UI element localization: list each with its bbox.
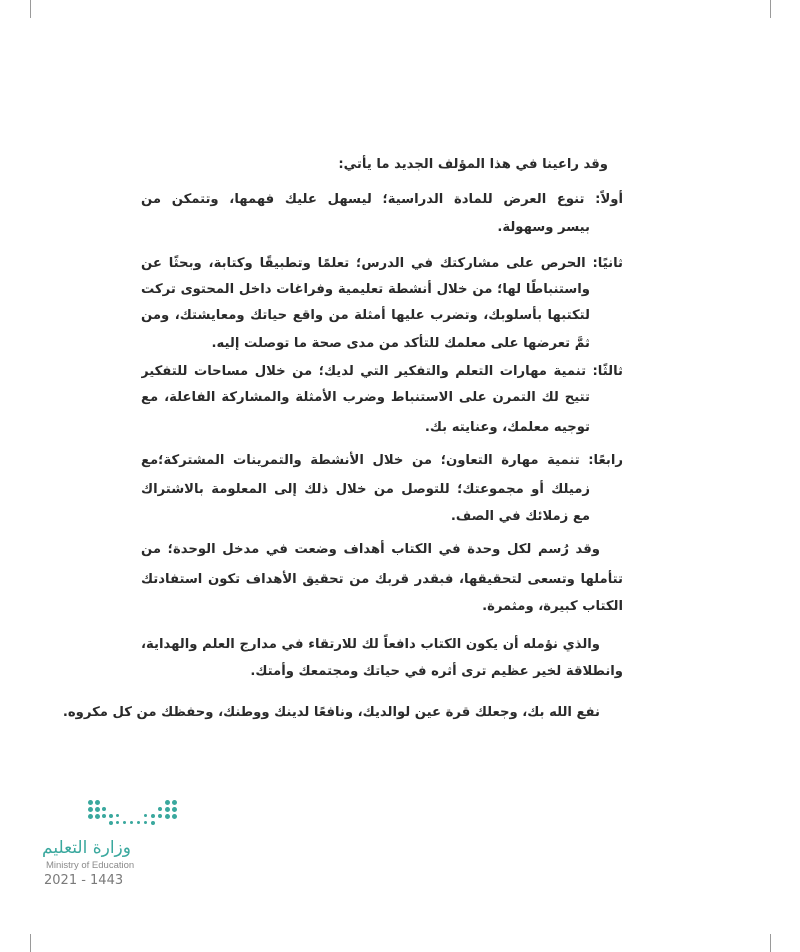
crop-mark xyxy=(770,934,771,952)
logo-dot xyxy=(88,800,93,805)
paragraph-1-line: تتأملها وتسعى لتحقيقها، فبقدر قربك من تحقيق الأهداف تكون استفادتك xyxy=(141,572,623,587)
logo-dot xyxy=(102,807,106,811)
logo-dot xyxy=(172,800,177,805)
logo-dot xyxy=(172,814,177,819)
logo-dot xyxy=(116,814,119,817)
logo-dot xyxy=(88,814,93,819)
logo-dot xyxy=(165,800,170,805)
crop-mark xyxy=(770,0,771,18)
logo-dot xyxy=(172,807,177,812)
point-3-line: تتيح لك التمرن على الاستنباط وضرب الأمثلة والمشاركة الفاعلة، مع xyxy=(141,390,590,405)
logo-dot xyxy=(95,814,100,819)
point-3-line: توجيه معلمك، وعنايته بك. xyxy=(424,420,590,435)
crop-mark xyxy=(30,0,31,18)
point-2-line: ثمَّ تعرضها على معلمك للتأكد من مدى صحة ما توصلت إليه. xyxy=(211,336,590,351)
paragraph-2-line: والذي نؤمله أن يكون الكتاب دافعاً لك للارتقاء في مدارج العلم والهداية، xyxy=(141,637,600,652)
logo-dot xyxy=(165,807,170,812)
point-4-line: مع زملائك في الصف. xyxy=(450,509,590,524)
paragraph-1-line: الكتاب كبيرة، ومثمرة. xyxy=(482,599,623,614)
paragraph-2-line: وانطلاقة لخير عظيم ترى أثره في حياتك ومجتمعك وأمتك. xyxy=(250,664,623,679)
paragraph-1-line: وقد رُسم لكل وحدة في الكتاب أهداف وضعت في مدخل الوحدة؛ من xyxy=(141,542,600,557)
logo-dot xyxy=(109,821,113,825)
logo-dot xyxy=(88,807,93,812)
logo-dot xyxy=(144,814,147,817)
logo-dot xyxy=(116,821,119,824)
point-1-line: بيسر وسهولة. xyxy=(497,220,590,235)
logo-dot xyxy=(95,800,100,805)
point-1-line: أولاً: تنوع العرض للمادة الدراسية؛ ليسهل عليك فهمها، وتتمكن من xyxy=(141,192,623,207)
logo-dot xyxy=(130,821,133,824)
logo-dot xyxy=(144,821,147,824)
ministry-name-english: Ministry of Education xyxy=(46,860,135,871)
point-4-line: زميلك أو مجموعتك؛ للتوصل من خلال ذلك إلى المعلومة بالاشتراك xyxy=(141,482,590,497)
logo-dot xyxy=(123,821,126,824)
logo-dot xyxy=(151,814,155,818)
crop-mark xyxy=(30,934,31,952)
logo-dot xyxy=(95,807,100,812)
point-3-line: ثالثًا: تنمية مهارات التعلم والتفكير التي لديك؛ من خلال مساحات للتفكير xyxy=(141,364,623,379)
point-4-line: رابعًا: تنمية مهارة التعاون؛ من خلال الأنشطة والتمرينات المشتركة؛مع xyxy=(141,453,623,468)
point-2-line: ثانيًا: الحرص على مشاركتك في الدرس؛ تعلمًا وتطبيقًا وكتابة، وبحثًا عن xyxy=(141,256,623,271)
ministry-name-arabic: وزارة التعليم xyxy=(42,838,131,858)
logo-dot xyxy=(109,814,113,818)
logo-dot xyxy=(137,821,140,824)
paragraph-3-line: نفع الله بك، وجعلك قرة عين لوالديك، ونافعًا لدينك ووطنك، وحفظك من كل مكروه. xyxy=(62,705,600,720)
logo-dot xyxy=(165,814,170,819)
logo-dot xyxy=(102,814,106,818)
edition-year: 2021 - 1443 xyxy=(44,873,124,888)
logo-dot xyxy=(151,821,155,825)
intro-line: وقد راعينا في هذا المؤلف الجديد ما يأتي: xyxy=(338,157,608,172)
logo-dot xyxy=(158,807,162,811)
point-2-line: لتكتبها بأسلوبك، وتضرب عليها أمثلة من واقع حياتك ومعايشتك، ومن xyxy=(141,308,590,323)
point-2-line: واستنباطًا لها؛ من خلال أنشطة تعليمية وفراغات داخل المحتوى تركت xyxy=(141,282,590,297)
logo-dot xyxy=(158,814,162,818)
